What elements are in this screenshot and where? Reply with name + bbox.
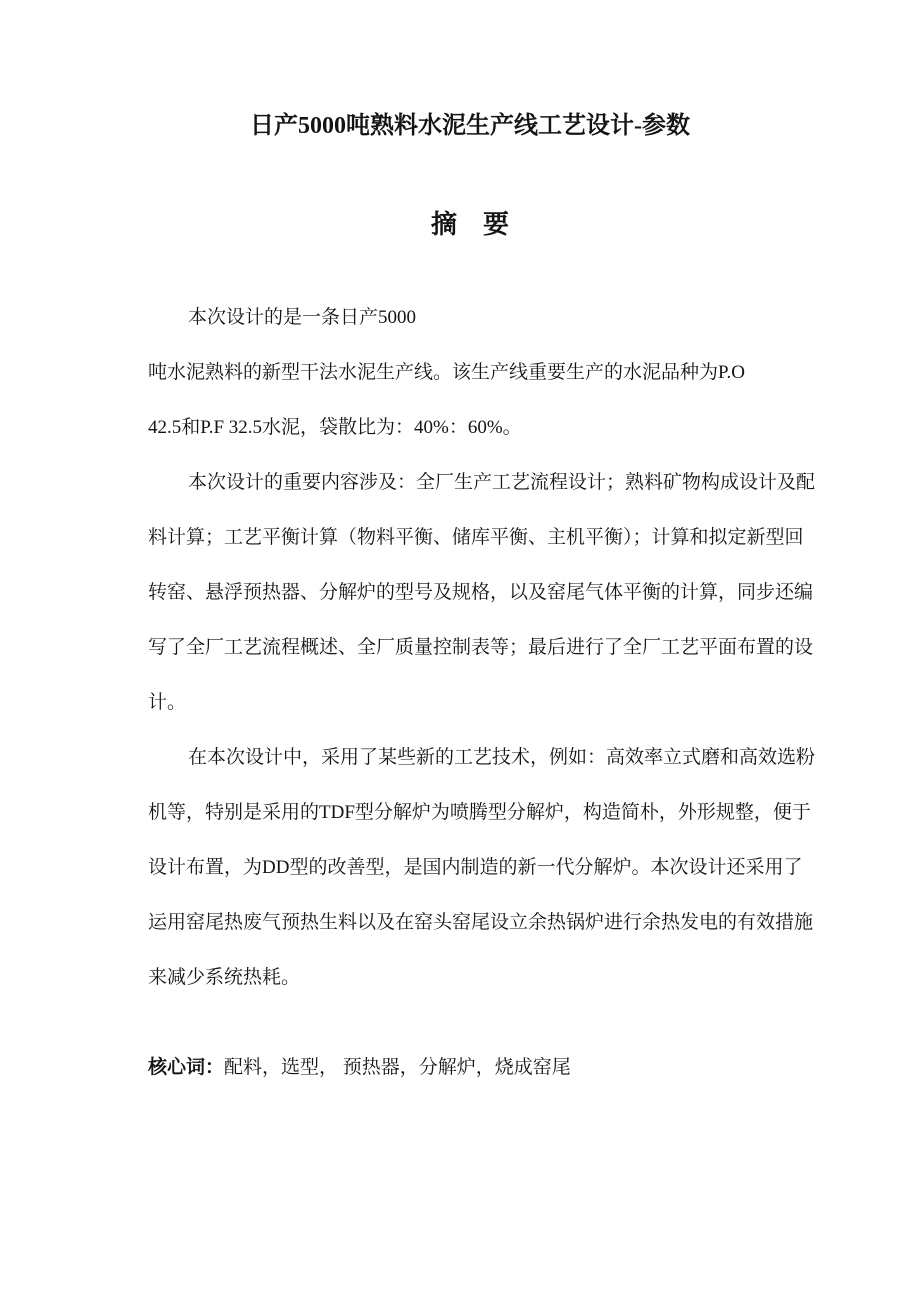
paragraph-line: 本次设计的重要内容涉及：全厂生产工艺流程设计；熟料矿物构成设计及配	[188, 472, 816, 493]
keywords-text: 配料，选型， 预热器，分解炉，烧成窑尾	[224, 1057, 571, 1078]
keywords-line	[148, 1040, 571, 1095]
paragraph-line: 本次设计的是一条日产5000	[188, 307, 417, 328]
document-title: 日产5000吨熟料水泥生产线工艺设计-参数	[250, 113, 690, 139]
abstract-body	[148, 290, 828, 1005]
paragraph-3	[148, 730, 828, 1005]
paragraph-line: 来减少系统热耗。	[148, 967, 301, 988]
paragraph-line: 设计布置，为DD型的改善型，是国内制造的新一代分解炉。本次设计还采用了	[148, 857, 803, 878]
paragraph-line: 42.5和P.F 32.5水泥，袋散比为：40%：60%。	[148, 417, 522, 438]
paragraph-line: 料计算；工艺平衡计算（物料平衡、储库平衡、主机平衡）；计算和拟定新型回	[148, 527, 804, 548]
paragraph-2	[148, 455, 828, 730]
paragraph-1	[148, 290, 828, 455]
paragraph-line: 运用窑尾热废气预热生料以及在窑头窑尾设立余热锅炉进行余热发电的有效措施	[148, 912, 814, 933]
paragraph-line: 在本次设计中，采用了某些新的工艺技术，例如：高效率立式磨和高效选粉	[188, 747, 816, 768]
paragraph-line: 写了全厂工艺流程概述、全厂质量控制表等；最后进行了全厂工艺平面布置的设	[148, 637, 814, 658]
keywords-label: 核心词：	[148, 1057, 225, 1078]
abstract-heading: 摘 要	[430, 210, 509, 239]
paragraph-line: 计。	[148, 692, 187, 713]
paragraph-line: 吨水泥熟料的新型干法水泥生产线。该生产线重要生产的水泥品种为P.O	[148, 362, 745, 383]
paragraph-line: 机等，特别是采用的TDF型分解炉为喷腾型分解炉，构造简朴，外形规整，便于	[148, 802, 811, 823]
paragraph-line: 转窑、悬浮预热器、分解炉的型号及规格，以及窑尾气体平衡的计算，同步还编	[148, 582, 814, 603]
